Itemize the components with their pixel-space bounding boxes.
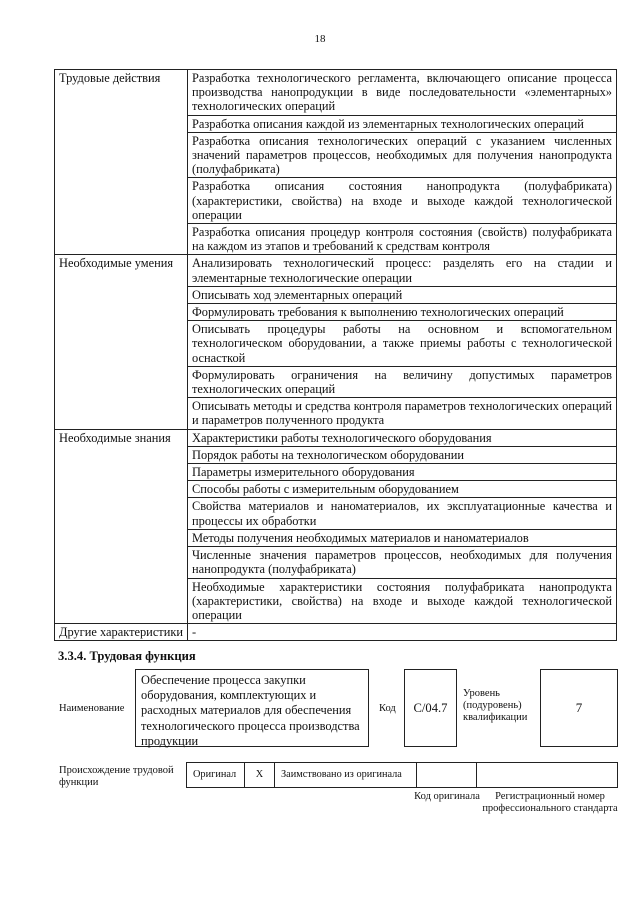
origin-original-label: Оригинал [187, 763, 245, 787]
registration-number-caption: Регистрационный номер профессионального стандарта [482, 791, 618, 814]
row-item: Формулировать требования к выполнению технологических операций [188, 304, 617, 321]
origin-label: Происхождение трудовой функции [59, 765, 174, 788]
row-item: Разработка описания процедур контроля состояния (свойств) полуфабриката на каждом из этапов и требований к средствам контроля [188, 224, 617, 255]
row-item: Численные значения параметров процессов, необходимых для получения нанопродукта (полуфабриката) [188, 547, 617, 578]
row-category: Необходимые умения [55, 255, 188, 429]
row-item: Разработка описания технологических операций с указанием численных значений параметров процессов, необходимых для получения нанопродукта (полуфабриката) [188, 132, 617, 178]
origin-borrowed-label: Заимствовано из оригинала [275, 763, 417, 787]
row-item: Характеристики работы технологического оборудования [188, 429, 617, 446]
registration-number-cell [477, 763, 617, 787]
row-item: Свойства материалов и наноматериалов, их эксплуатационные качества и процессы их обработки [188, 498, 617, 529]
origin-mark: X [245, 763, 275, 787]
function-code-box: С/04.7 [404, 669, 457, 747]
row-item: Разработка технологического регламента, включающего описание процесса производства нанопродукции в виде последовательности «элементарных» технологических операций [188, 70, 617, 116]
row-item: Параметры измерительного оборудования [188, 464, 617, 481]
row-item: Разработка описания каждой из элементарных технологических операций [188, 115, 617, 132]
row-item: Порядок работы на технологическом оборудовании [188, 446, 617, 463]
origin-code-cell [417, 763, 477, 787]
row-item: Описывать ход элементарных операций [188, 286, 617, 303]
level-label: Уровень (подуровень) квалификации [463, 688, 528, 723]
table-row [55, 255, 617, 286]
row-item: Методы получения необходимых материалов и наноматериалов [188, 529, 617, 546]
table-row [55, 624, 617, 641]
row-item: Описывать процедуры работы на основном и вспомогательном технологическом оборудовании, а также приемы работы с технологической оснасткой [188, 321, 617, 367]
row-item: Необходимые характеристики состояния полуфабриката нанопродукта (характеристики, свойства) на входе и выходе каждой технологической операции [188, 578, 617, 624]
origin-row [186, 762, 618, 788]
code-label: Код [379, 703, 396, 714]
qualification-level-box: 7 [540, 669, 618, 747]
function-name-box: Обеспечение процесса закупки оборудования, комплектующих и расходных материалов для обеспечения технологического процесса производства продукции [135, 669, 369, 747]
row-item: - [188, 624, 617, 641]
table-row [55, 429, 617, 446]
section-heading: 3.3.4. Трудовая функция [58, 649, 196, 663]
row-item: Описывать методы и средства контроля параметров технологических операций и параметров полученного продукта [188, 398, 617, 429]
row-category: Необходимые знания [55, 429, 188, 623]
labor-functions-table [54, 69, 617, 641]
row-category: Другие характеристики [55, 624, 188, 641]
origin-code-caption: Код оригинала [414, 791, 480, 802]
name-label: Наименование [59, 703, 125, 714]
row-category: Трудовые действия [55, 70, 188, 255]
row-item: Разработка описания состояния нанопродукта (полуфабриката) (характеристики, свойства) на входе и выходе каждой технологической операции [188, 178, 617, 224]
page-number: 18 [314, 33, 326, 45]
row-item: Способы работы с измерительным оборудованием [188, 481, 617, 498]
row-item: Анализировать технологический процесс: разделять его на стадии и элементарные технологические операции [188, 255, 617, 286]
table-row [55, 70, 617, 116]
row-item: Формулировать ограничения на величину допустимых параметров технологических операций [188, 366, 617, 397]
